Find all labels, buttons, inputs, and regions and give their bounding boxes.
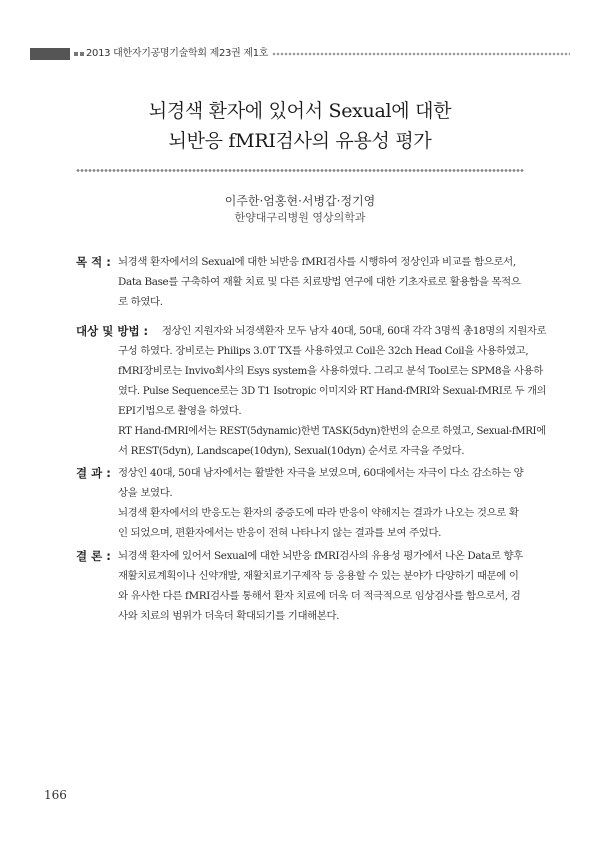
header-square-mark	[74, 52, 78, 56]
text-line: 뇌경색 환자에서의 Sexual에 대한 뇌반응 fMRI검사를 시행하여 정상인과 비교를 함으로서,	[118, 256, 516, 268]
text-line: 뇌경색 환자에 있어서 Sexual에 대한 뇌반응 fMRI검사의 유용성 평가에서 나온 Data로 향후	[118, 550, 523, 562]
section-body	[118, 546, 546, 626]
header-block-mark	[30, 48, 70, 60]
section-label: 대상 및 방법 :	[76, 324, 149, 338]
title-dotted-rule	[76, 168, 524, 173]
text-line: 인 되었으며, 편환자에서는 반응이 전혀 나타나지 않는 결과를 보여 주었다.	[118, 527, 442, 539]
text-line: 뇌경색 환자에서의 반응도는 환자의 중증도에 따라 반응이 약해지는 결과가 나오는 것으로 확	[118, 507, 519, 519]
text-line: 사와 치료의 범위가 더욱더 확대되기를 기대해본다.	[118, 610, 340, 622]
section-body	[118, 321, 546, 461]
text-line: EPI기법으로 촬영을 하였다.	[118, 405, 242, 417]
text-line: 였다. Pulse Sequence로는 3D T1 Isotropic 이미지와 RT Hand-fMRI와 Sexual-fMRI로 두 개의	[118, 385, 547, 397]
section-label: 결 론 :	[76, 549, 111, 563]
header-square-mark	[80, 52, 84, 56]
text-line: 재활치료계획이나 신약개발, 재활치료기구제작 등 응용할 수 있는 분야가 다양하기 때문에 이	[118, 570, 519, 582]
author-list: 이주한·엄홍현·서병갑·정기영	[224, 194, 376, 208]
section-body	[118, 252, 546, 312]
author-affiliation: 한양대구리병원 영상의학과	[234, 211, 366, 224]
text-line: RT Hand-fMRI에서는 REST(5dynamic)한번 TASK(5dyn)한번의 순으로 하였고, Sexual-fMRI에	[118, 425, 546, 437]
text-line: Data Base를 구축하여 재활 치료 및 다른 치료방법 연구에 대한 기초자료로 활용함을 목적으	[118, 276, 521, 288]
journal-name: 2013 대한자기공명기술학회 제23권 제1호	[86, 48, 269, 59]
text-line: 구성 하였다. 장비로는 Philips 3.0T TX를 사용하였고 Coil은 32ch Head Coil을 사용하였고,	[118, 345, 529, 357]
journal-header	[30, 46, 570, 62]
text-line: 정상인 40대, 50대 남자에서는 활발한 자극을 보였으며, 60대에서는 자극이 다소 감소하는 양	[118, 467, 524, 479]
text-line: 로 하였다.	[118, 296, 163, 308]
text-line: 상을 보였다.	[118, 487, 173, 499]
header-dotted-rule	[272, 51, 570, 57]
text-line: fMRI장비로는 Invivo회사의 Esys system을 사용하였다. 그리고 분석 Tool로는 SPM8을 사용하	[118, 365, 543, 377]
paper-title-line-2: 뇌반응 fMRI검사의 유용성 평가	[168, 130, 432, 152]
section-body	[118, 463, 546, 543]
text-line: 정상인 지원자와 뇌경색환자 모두 남자 40대, 50대, 60대 각각 3명씩 총18명의 지원자로	[162, 325, 547, 337]
section-label: 결 과 :	[76, 466, 111, 480]
text-line: 서 REST(5dyn), Landscape(10dyn), Sexual(10dyn) 순서로 자극을 주었다.	[118, 445, 465, 457]
paper-title-line-1: 뇌경색 환자에 있어서 Sexual에 대한	[148, 100, 452, 122]
page-number: 166	[44, 788, 67, 802]
section-label: 목 적 :	[76, 255, 111, 269]
text-line: 와 유사한 다른 fMRI검사를 통해서 환자 치료에 더욱 더 적극적으로 임상검사를 함으로서, 검	[118, 590, 521, 602]
